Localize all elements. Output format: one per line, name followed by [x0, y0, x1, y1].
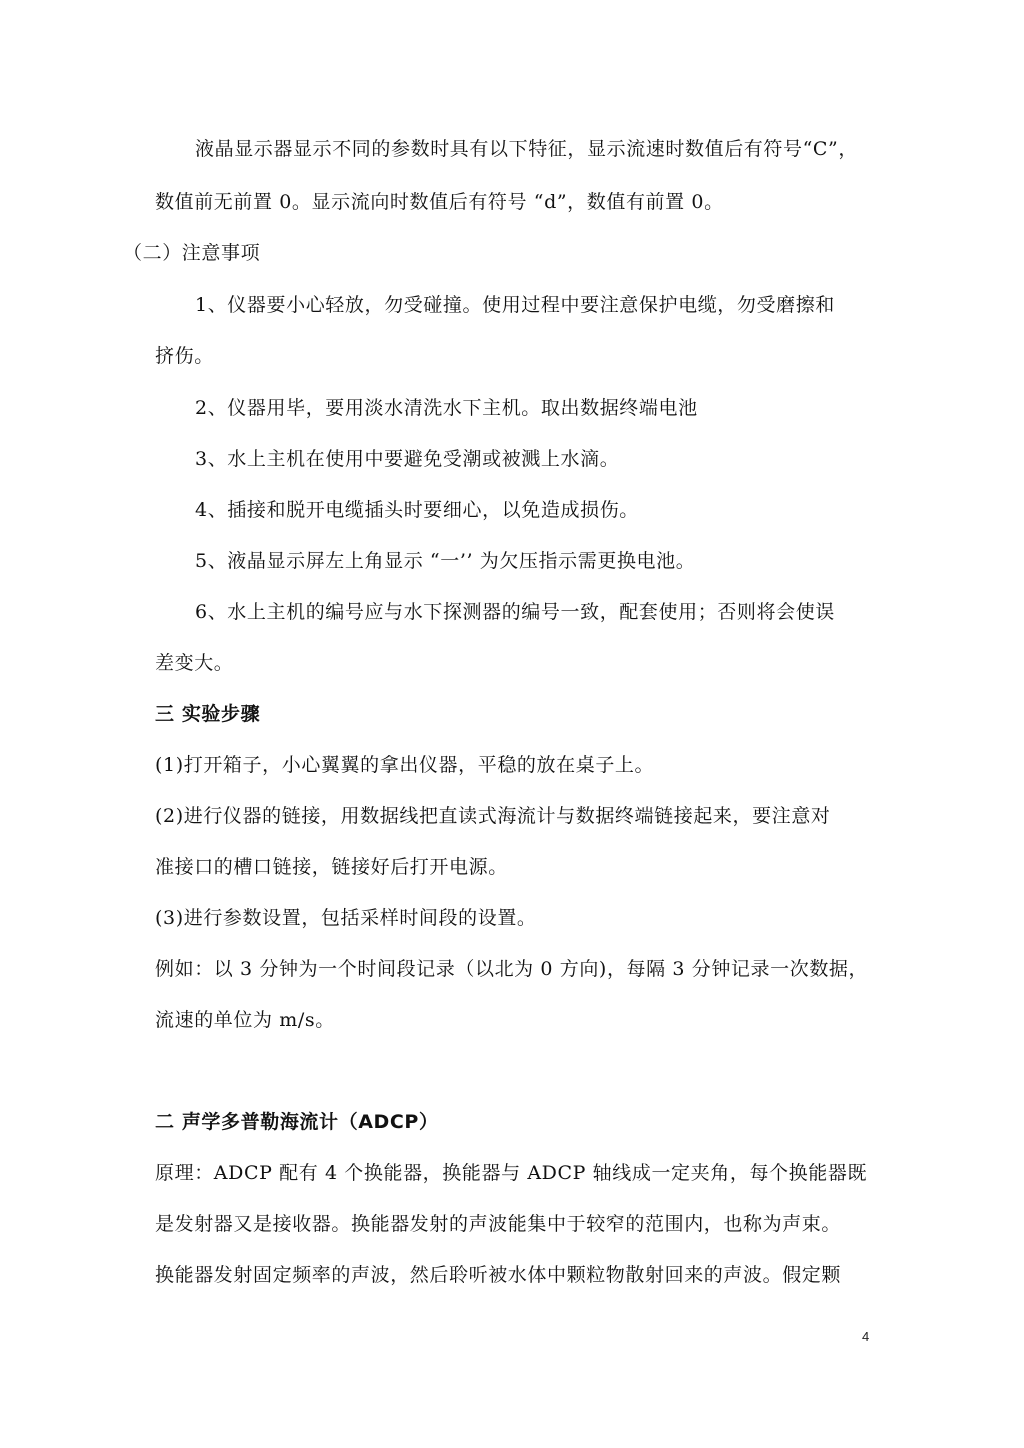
adcp-principle-line-3: 换能器发射固定频率的声波，然后聆听被水体中颗粒物散射回来的声波。假定颗: [155, 1264, 842, 1286]
section-heading-experiment-steps: 三 实验步骤: [155, 703, 261, 725]
paragraph-lcd-display-line-2: 数值前无前置 0。显示流向时数值后有符号 “d”，数值有前置 0。: [155, 191, 724, 213]
example-line-1: 例如：以 3 分钟为一个时间段记录（以北为 0 方向)，每隔 3 分钟记录一次数据，: [155, 958, 869, 980]
precaution-item-1-line-2: 挤伤。: [155, 345, 214, 367]
precaution-item-6-line-2: 差变大。: [155, 652, 234, 674]
step-2-line-1: (2)进行仪器的链接，用数据线把直读式海流计与数据终端链接起来，要注意对: [155, 805, 831, 827]
section-heading-adcp: 二 声学多普勒海流计（ADCP）: [155, 1111, 439, 1133]
precaution-item-5: 5、液晶显示屏左上角显示 “一’’ 为欠压指示需更换电池。: [195, 550, 696, 572]
adcp-principle-line-2: 是发射器又是接收器。换能器发射的声波能集中于较窄的范围内，也称为声束。: [155, 1213, 842, 1235]
precaution-item-3: 3、水上主机在使用中要避免受潮或被溅上水滴。: [195, 448, 620, 470]
adcp-principle-line-1: 原理：ADCP 配有 4 个换能器，换能器与 ADCP 轴线成一定夹角，每个换能器既: [155, 1162, 868, 1184]
precaution-item-4: 4、插接和脱开电缆插头时要细心，以免造成损伤。: [195, 499, 639, 521]
paragraph-lcd-display-line-1: 液晶显示器显示不同的参数时具有以下特征，显示流速时数值后有符号“C”，: [195, 138, 858, 160]
step-2-line-2: 准接口的槽口链接，链接好后打开电源。: [155, 856, 508, 878]
step-3: (3)进行参数设置，包括采样时间段的设置。: [155, 907, 537, 929]
section-heading-precautions: （二）注意事项: [123, 242, 261, 264]
example-line-2: 流速的单位为 m/s。: [155, 1009, 335, 1031]
step-1: (1)打开箱子，小心翼翼的拿出仪器，平稳的放在桌子上。: [155, 754, 655, 776]
precaution-item-2: 2、仪器用毕，要用淡水清洗水下主机。取出数据终端电池: [195, 397, 698, 419]
page-number: 4: [862, 1329, 870, 1344]
precaution-item-6-line-1: 6、水上主机的编号应与水下探测器的编号一致，配套使用；否则将会使误: [195, 601, 835, 623]
precaution-item-1-line-1: 1、仪器要小心轻放，勿受碰撞。使用过程中要注意保护电缆，勿受磨擦和: [195, 294, 835, 316]
